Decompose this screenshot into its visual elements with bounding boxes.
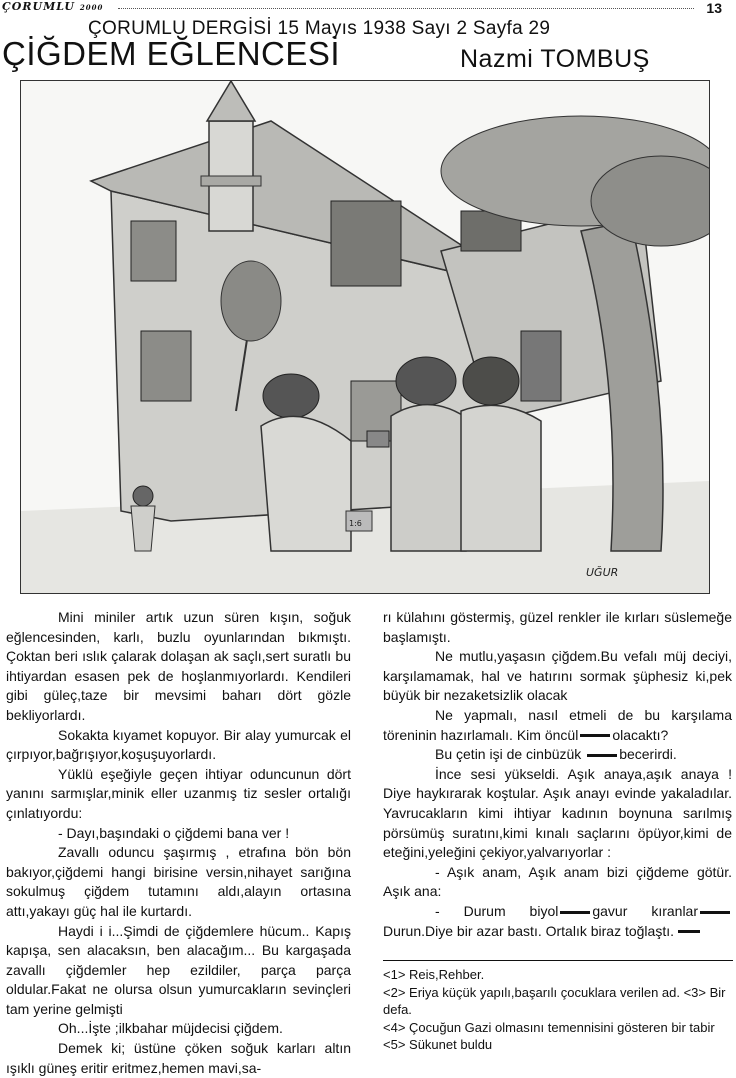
paragraph-r4-text: Bu çetin işi de cinbüzük — [435, 746, 582, 763]
paragraph-4: - Dayı,başındaki o çiğdemi bana ver ! — [58, 824, 290, 841]
paragraph-7: Oh...İşte ;ilkbahar müjdecisi çiğdem. — [58, 1020, 283, 1037]
paragraph-r1: rı külahını göstermiş, güzel renkler ile kırları süslemeğe başlamıştı. — [383, 609, 732, 645]
stone-mark: 1:6 — [349, 519, 362, 528]
em-dash — [580, 734, 610, 737]
paragraph-8: Demek ki; üstüne çöken soğuk karları altın ışıklı güneş eritir eritmez,hemen mavi,sa- — [6, 1040, 351, 1076]
paragraph-r7-b: gavur kıranlar — [592, 902, 699, 919]
illustrator-signature: UĞUR — [586, 566, 619, 579]
paragraph-r7-c: Durun.Diye bir azar bastı. Ortalık biraz toğlaştı. — [383, 922, 674, 939]
footnote-3: <4> Çocuğun Gazi olmasını temennisini gösteren bir tabir — [383, 1019, 715, 1035]
footnote-2: <2> Eriya küçük yapılı,başarılı çocuklara verilen ad. <3> Bir defa. — [383, 984, 726, 1017]
paragraph-r4 — [383, 745, 732, 765]
paragraph-r3 — [383, 706, 732, 745]
paragraph-2: Sokakta kıyamet kopuyor. Bir alay yumurcak el çırpıyor,bağrışıyor,koşuşuyorlardı. — [6, 726, 351, 763]
paragraph-6: Haydi i i...Şimdi de çiğdemlere hücum.. Kapış kapışa, sen alacaksın, ben alacağım... Bu kargaşada zavallı çiğdemler hep ezildiler, parça parça oldular.Fakat ne olursa olsun yumurcakların sevinçleri tam yerine gelmişti — [6, 922, 351, 1017]
header-dotted-rule — [118, 8, 694, 9]
paragraph-r5: İnce sesi yükseldi. Aşık anaya,aşık anaya ! Diye haykırarak koştular. Aşık anayı evinde yakaladılar. Yavrucakların kimi ihtiyar kadının boynuna sarılmış pörsümüş suratını,kimi kınalı saçlarını öpüyor,kimi de eteğini,yeleğini çekiyor,yalvarıyorlar : — [383, 765, 732, 861]
paragraph-r7 — [383, 902, 732, 941]
publication-logo: ÇORUMLU 2000 — [2, 0, 104, 13]
author-name: Nazmi TOMBUŞ — [460, 45, 650, 73]
em-dash — [587, 754, 617, 757]
paragraph-r3-end: olacaktı? — [612, 726, 669, 743]
end-rule — [678, 930, 700, 933]
issue-subtitle: ÇORUMLU DERGİSİ 15 Mayıs 1938 Sayı 2 Sayfa 29 — [88, 18, 551, 39]
paragraph-r4-end: becerirdi. — [619, 746, 677, 763]
publication-logo-year: 2000 — [79, 3, 104, 12]
paragraph-3: Yüklü eşeğiyle geçen ihtiyar oduncunun dört yanını sarmışlar,minik eller uzanmış tiz sesler ortalığı çınlatıyordu: — [6, 765, 351, 821]
illustration-drawing — [21, 81, 709, 593]
em-dash — [560, 911, 590, 914]
page-number: 13 — [706, 0, 722, 16]
paragraph-r6: - Aşık anam, Aşık anam bizi çiğdeme götür. Aşık ana: — [383, 863, 732, 900]
em-dash — [700, 911, 730, 914]
footnote-1: <1> Reis,Rehber. — [383, 967, 485, 982]
ink-illustration — [20, 80, 710, 594]
paragraph-r3-text: Ne yapmalı, nasıl etmeli de bu karşılama töreninin hazırlamalı. Kim öncül — [383, 706, 732, 743]
article-title: ÇİĞDEM EĞLENCESİ — [2, 35, 341, 72]
footnote-4: <5> Sükunet buldu — [383, 1037, 493, 1052]
article-left-column — [6, 608, 351, 1078]
paragraph-r2: Ne mutlu,yaşasın çiğdem.Bu vefalı müj deciyi, karşılamamak, hal ve hatırını sormak şüphesiz ki,pek büyük bir nezaketsizlik olacak — [383, 648, 732, 704]
footnotes — [383, 960, 733, 1054]
paragraph-r7-a: - Durum biyol — [435, 902, 559, 919]
paragraph-5: Zavallı oduncu şaşırmış , etrafına bön bön bakıyor,çiğdemi hangi birisine versin,nihayet sarığına sokulmuş çiğdem tutamını aldı,alayın ortasına attı,yakayı güç hal ile kurtardı. — [6, 844, 351, 919]
article-right-column — [383, 608, 732, 941]
paragraph-1: Mini miniler artık uzun süren kışın, soğuk eğlencesinden, karlı, buzlu oyunlarından bıkmıştı. Çoktan beri ıslık çalarak dolaşan ak saçlı,sert suratlı bu ihtiyardan esasen pek de hoşlanmıyorlardı. Kendileri gibi güleç,taze bir mevsimi baharı dört gözle bekliyorlardı. — [6, 609, 351, 723]
